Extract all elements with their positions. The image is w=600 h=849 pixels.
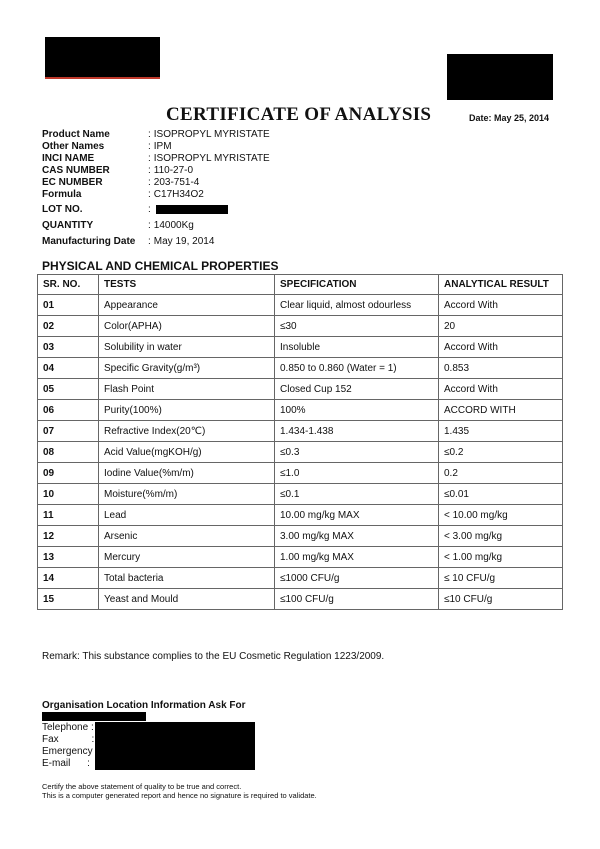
sr-no-cell: 06 bbox=[38, 400, 99, 421]
column-header: ANALYTICAL RESULT bbox=[439, 275, 563, 295]
test-cell: Purity(100%) bbox=[99, 400, 275, 421]
specification-cell: 1.00 mg/kg MAX bbox=[275, 547, 439, 568]
info-value: May 19, 2014 bbox=[153, 236, 215, 247]
sr-no-cell: 11 bbox=[38, 505, 99, 526]
info-row-cas-number: CAS NUMBER : 110-27-0 bbox=[42, 165, 194, 176]
info-row-manufacturing-date: Manufacturing Date : May 19, 2014 bbox=[42, 236, 215, 247]
result-cell: ACCORD WITH bbox=[439, 400, 563, 421]
test-cell: Specific Gravity(g/m³) bbox=[99, 358, 275, 379]
test-cell: Solubility in water bbox=[99, 337, 275, 358]
specification-cell: ≤1000 CFU/g bbox=[275, 568, 439, 589]
info-value: ISOPROPYL MYRISTATE bbox=[153, 129, 270, 140]
sr-no-cell: 15 bbox=[38, 589, 99, 610]
result-cell: Accord With bbox=[439, 337, 563, 358]
sr-no-cell: 05 bbox=[38, 379, 99, 400]
specification-cell: Insoluble bbox=[275, 337, 439, 358]
specification-cell: 100% bbox=[275, 400, 439, 421]
test-cell: Arsenic bbox=[99, 526, 275, 547]
specification-cell: Clear liquid, almost odourless bbox=[275, 295, 439, 316]
table-row bbox=[38, 505, 563, 526]
specification-cell: ≤100 CFU/g bbox=[275, 589, 439, 610]
certify-line: This is a computer generated report and hence no signature is required to validate. bbox=[42, 791, 317, 800]
table-row bbox=[38, 589, 563, 610]
result-cell: 0.853 bbox=[439, 358, 563, 379]
info-value: 203-751-4 bbox=[153, 177, 200, 188]
stamp-redacted bbox=[447, 54, 553, 100]
result-cell: < 3.00 mg/kg bbox=[439, 526, 563, 547]
table-row bbox=[38, 568, 563, 589]
company-logo-redacted bbox=[45, 37, 160, 79]
info-label: QUANTITY bbox=[42, 220, 94, 231]
test-cell: Yeast and Mould bbox=[99, 589, 275, 610]
result-cell: 1.435 bbox=[439, 421, 563, 442]
info-label: Other Names bbox=[42, 141, 105, 152]
contact-details-redacted bbox=[95, 722, 255, 770]
sr-no-cell: 04 bbox=[38, 358, 99, 379]
sr-no-cell: 03 bbox=[38, 337, 99, 358]
info-row-lot-no: LOT NO. : bbox=[42, 204, 270, 216]
contact-label: Emergency bbox=[42, 746, 93, 757]
result-cell: 0.2 bbox=[439, 463, 563, 484]
result-cell: < 1.00 mg/kg bbox=[439, 547, 563, 568]
specification-cell: ≤30 bbox=[275, 316, 439, 337]
table-row bbox=[38, 547, 563, 568]
info-row-product-name: Product Name : ISOPROPYL MYRISTATE bbox=[42, 129, 270, 140]
lot-number-redacted bbox=[156, 205, 228, 214]
info-label: LOT NO. bbox=[42, 204, 83, 215]
properties-table bbox=[37, 274, 563, 610]
table-row bbox=[38, 442, 563, 463]
result-cell: ≤10 CFU/g bbox=[439, 589, 563, 610]
info-label: Product Name bbox=[42, 129, 110, 140]
test-cell: Acid Value(mgKOH/g) bbox=[99, 442, 275, 463]
table-row bbox=[38, 526, 563, 547]
test-cell: Flash Point bbox=[99, 379, 275, 400]
contact-row-telephone: Telephone : bbox=[42, 722, 94, 733]
test-cell: Mercury bbox=[99, 547, 275, 568]
specification-cell: ≤0.1 bbox=[275, 484, 439, 505]
contact-row-fax: Fax : bbox=[42, 734, 95, 745]
table-row bbox=[38, 358, 563, 379]
sr-no-cell: 08 bbox=[38, 442, 99, 463]
test-cell: Lead bbox=[99, 505, 275, 526]
organisation-title: Organisation Location Information Ask For bbox=[42, 700, 246, 711]
specification-cell: 10.00 mg/kg MAX bbox=[275, 505, 439, 526]
sr-no-cell: 13 bbox=[38, 547, 99, 568]
sr-no-cell: 10 bbox=[38, 484, 99, 505]
remark: Remark: This substance complies to the EU Cosmetic Regulation 1223/2009. bbox=[42, 651, 385, 662]
certification-note bbox=[42, 782, 317, 800]
result-cell: ≤0.2 bbox=[439, 442, 563, 463]
info-value: 110-27-0 bbox=[153, 165, 194, 176]
test-cell: Refractive Index(20℃) bbox=[99, 421, 275, 442]
table-header-row bbox=[38, 275, 563, 295]
info-row-inci-name: INCI NAME : ISOPROPYL MYRISTATE bbox=[42, 153, 270, 164]
table-row bbox=[38, 463, 563, 484]
info-label: INCI NAME bbox=[42, 153, 95, 164]
specification-cell: 3.00 mg/kg MAX bbox=[275, 526, 439, 547]
info-value: IPM bbox=[153, 141, 172, 152]
sr-no-cell: 02 bbox=[38, 316, 99, 337]
table-row bbox=[38, 421, 563, 442]
info-row-quantity: QUANTITY : 14000Kg bbox=[42, 220, 194, 231]
result-cell: < 10.00 mg/kg bbox=[439, 505, 563, 526]
result-cell: Accord With bbox=[439, 379, 563, 400]
column-header: SPECIFICATION bbox=[275, 275, 439, 295]
result-cell: Accord With bbox=[439, 295, 563, 316]
info-label: CAS NUMBER bbox=[42, 165, 110, 176]
result-cell: ≤ 10 CFU/g bbox=[439, 568, 563, 589]
specification-cell: ≤0.3 bbox=[275, 442, 439, 463]
test-cell: Appearance bbox=[99, 295, 275, 316]
specification-cell: 1.434-1.438 bbox=[275, 421, 439, 442]
test-cell: Color(APHA) bbox=[99, 316, 275, 337]
sr-no-cell: 12 bbox=[38, 526, 99, 547]
info-row-formula: Formula : C17H34O2 bbox=[42, 189, 204, 200]
specification-cell: 0.850 to 0.860 (Water = 1) bbox=[275, 358, 439, 379]
sr-no-cell: 09 bbox=[38, 463, 99, 484]
sr-no-cell: 07 bbox=[38, 421, 99, 442]
column-header: SR. NO. bbox=[38, 275, 99, 295]
table-row bbox=[38, 400, 563, 421]
sr-no-cell: 01 bbox=[38, 295, 99, 316]
product-info bbox=[42, 129, 270, 248]
table-body bbox=[38, 295, 563, 610]
info-label: Manufacturing Date bbox=[42, 236, 136, 247]
table-row bbox=[38, 337, 563, 358]
contact-label: E-mail bbox=[42, 758, 71, 769]
contact-row-email: E-mail : bbox=[42, 758, 90, 769]
document-date: Date: May 25, 2014 bbox=[469, 113, 550, 123]
info-value: C17H34O2 bbox=[153, 189, 204, 200]
document-title: CERTIFICATE OF ANALYSIS bbox=[166, 104, 432, 125]
test-cell: Iodine Value(%m/m) bbox=[99, 463, 275, 484]
info-row-ec-number: EC NUMBER : 203-751-4 bbox=[42, 177, 200, 188]
result-cell: ≤0.01 bbox=[439, 484, 563, 505]
contact-label: Telephone bbox=[42, 722, 89, 733]
section-title: PHYSICAL AND CHEMICAL PROPERTIES bbox=[42, 259, 279, 273]
info-label: EC NUMBER bbox=[42, 177, 103, 188]
column-header: TESTS bbox=[99, 275, 275, 295]
certify-line: Certify the above statement of quality to be true and correct. bbox=[42, 782, 242, 791]
info-value: ISOPROPYL MYRISTATE bbox=[153, 153, 270, 164]
sr-no-cell: 14 bbox=[38, 568, 99, 589]
table-row bbox=[38, 316, 563, 337]
info-label: Formula bbox=[42, 189, 82, 200]
specification-cell: ≤1.0 bbox=[275, 463, 439, 484]
info-value: 14000Kg bbox=[153, 220, 194, 231]
contact-label: Fax bbox=[42, 734, 59, 745]
table-row bbox=[38, 379, 563, 400]
specification-cell: Closed Cup 152 bbox=[275, 379, 439, 400]
result-cell: 20 bbox=[439, 316, 563, 337]
test-cell: Total bacteria bbox=[99, 568, 275, 589]
test-cell: Moisture(%m/m) bbox=[99, 484, 275, 505]
table-row bbox=[38, 484, 563, 505]
organisation-name-redacted bbox=[42, 712, 146, 721]
table-row bbox=[38, 295, 563, 316]
info-row-other-names: Other Names : IPM bbox=[42, 141, 172, 152]
